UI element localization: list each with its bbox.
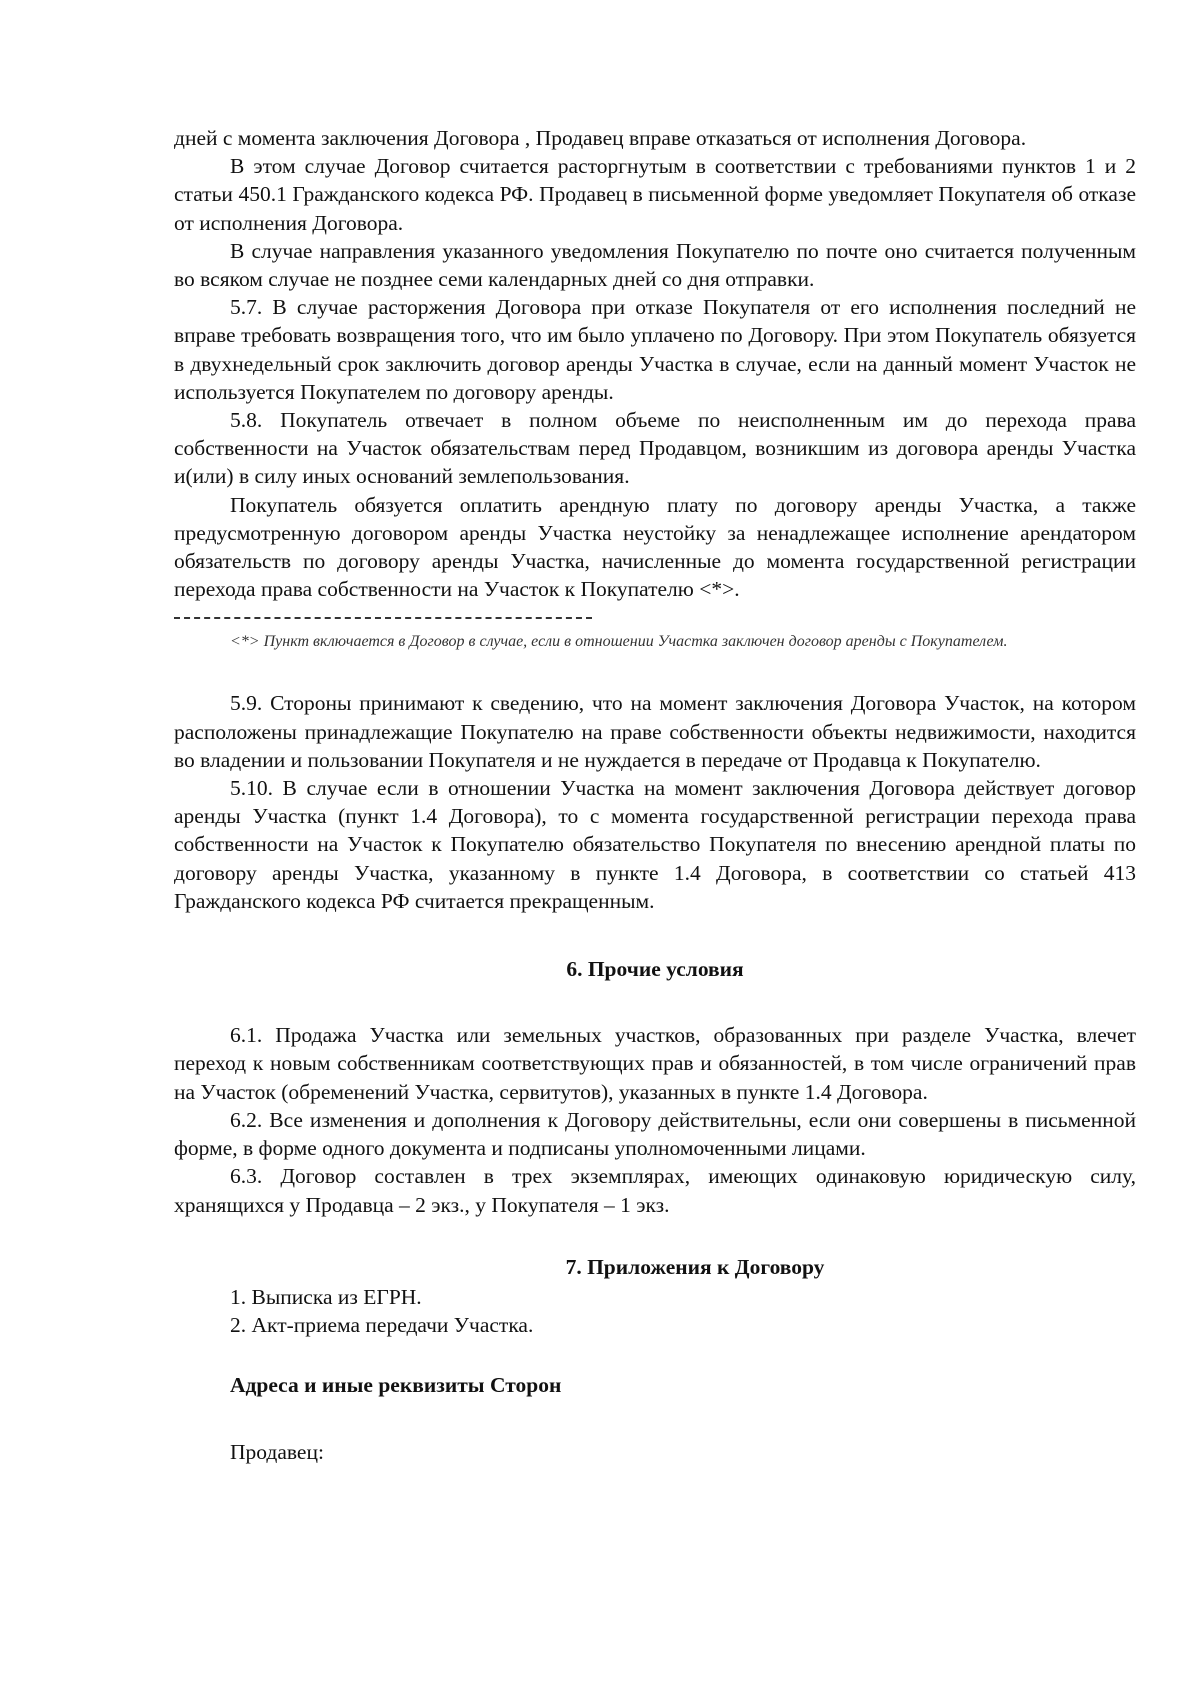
clause-6-3: 6.3. Договор составлен в трех экземплярах, имеющих одинаковую юридическую силу, хранящихся у Продавца – 2 экз., у Покупателя – 1 экз. — [174, 1164, 1136, 1217]
clause-5-8: 5.8. Покупатель отвечает в полном объеме по неисполненным им до перехода права собственности на Участок обязательствам перед Продавцом, возникшим из договора аренды Участка и(или) в силу иных оснований землепользования. — [174, 408, 1136, 489]
appendix-list — [174, 1283, 1136, 1339]
requisites-title: Адреса и иные реквизиты Сторон — [230, 1373, 562, 1398]
paragraph-termination: В этом случае Договор считается расторгнутым в соответствии с требованиями пунктов 1 и 2 статьи 450.1 Гражданского кодекса РФ. Продавец в письменной форме уведомляет Покупателя об отказе от исполнения Договора. — [174, 154, 1136, 235]
paragraph-continuation: дней с момента заключения Договора , Продавец вправе отказаться от исполнения Договора. — [174, 126, 1027, 150]
document-page — [174, 124, 1136, 1466]
footnote-divider — [174, 617, 592, 619]
clause-5-9: 5.9. Стороны принимают к сведению, что на момент заключения Договора Участок, на котором расположены принадлежащие Покупателю на праве собственности объекты недвижимости, находится во владении и пользовании Покупателя и не нуждается в передаче от Продавца к Покупателю. — [174, 691, 1136, 772]
paragraph-notice-by-mail: В случае направления указанного уведомления Покупателю по почте оно считается полученным во всяком случае не позднее семи календарных дней со дня отправки. — [174, 238, 1136, 292]
clause-6-1: 6.1. Продажа Участка или земельных участков, образованных при разделе Участка, влечет переход к новым собственникам соответствующих прав и обязанностей, в том числе ограничений прав на Участок (обременений Участка, сервитутов), указанных в пункте 1.4 Договора. — [174, 1023, 1136, 1104]
clause-6-2: 6.2. Все изменения и дополнения к Договору действительны, если они совершены в письменной форме, в форме одного документа и подписаны уполномоченными лицами. — [174, 1107, 1136, 1161]
clause-5-10: 5.10. В случае если в отношении Участка на момент заключения Договора действует договор аренды Участка (пункт 1.4 Договора), то с момента государственной регистрации перехода права собственности на Участок к Покупателю обязательство Покупателя по внесению арендной платы по договору аренды Участка, указанному в пункте 1.4 Договора, в соответствии со статьей 413 Гражданского кодекса РФ считается прекращенным. — [174, 776, 1136, 913]
section-7-title: 7. Приложения к Договору — [565, 1254, 825, 1279]
section-6-title: 6. Прочие условия — [566, 957, 744, 982]
seller-label: Продавец: — [230, 1439, 324, 1464]
clause-5-7: 5.7. В случае расторжения Договора при отказе Покупателя от его исполнения последний не вправе требовать возвращения того, что им было уплачено по Договору. При этом Покупатель обязуется в двухнедельный срок заключить договор аренды Участка в случае, если на данный момент Участок не используется Покупателем по договору аренды. — [174, 295, 1136, 404]
list-item: 2. Акт-приема передачи Участка. — [230, 1313, 534, 1338]
footnote: <*> Пункт включается в Договор в случае, если в отношении Участка заключен договор аренды с Покупателем. — [230, 633, 1008, 651]
paragraph-rent-obligation: Покупатель обязуется оплатить арендную плату по договору аренды Участка, а также предусмотренную договором аренды Участка неустойку за ненадлежащее исполнение арендатором обязательств по договору аренды Участка, начисленные до момента государственной регистрации перехода права собственности на Участок к Покупателю <*>. — [174, 492, 1136, 602]
list-item: 1. Выписка из ЕГРН. — [230, 1284, 422, 1309]
